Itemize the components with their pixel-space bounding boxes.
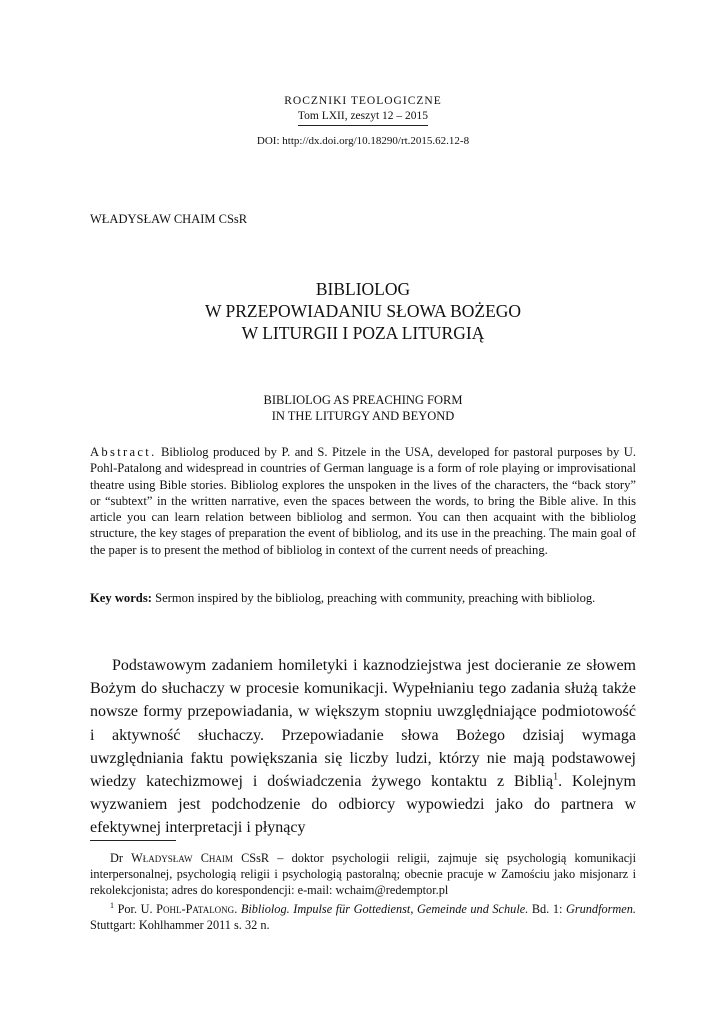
journal-header [0,94,726,149]
title-line-2: W PRZEPOWIADANIU SŁOWA BOŻEGO [204,301,522,321]
title-line-3: W LITURGII I POZA LITURGIĄ [241,323,485,343]
title-line-1: BIBLIOLOG [315,279,411,299]
abstract-label: Abstract. [90,445,157,459]
english-title [0,392,726,424]
footnote-1 [90,898,636,933]
footnotes [90,850,636,933]
doi-link[interactable]: DOI: http://dx.doi.org/10.18290/rt.2015.62.12-8 [256,135,470,147]
abstract-text: Bibliolog produced by P. and S. Pitzele in the USA, developed for pastoral purposes by U. Pohl-Patalong and widespread in countries of German language is a form of role playing or improvisational theatre using Bible stories. Bibliolog explores the unspoken in the lives of the characters, the “back story” or “subtext” in the written narrative, even the spaces between the words, to bring the Bible alive. In this article you can learn relation between bibliolog and sermon. You can then acquaint with the bibliolog structure, the key stages of preparation the event of bibliolog, and its use in the preaching. The main goal of the paper is to present the method of bibliolog in context of the current needs of preaching. [90,445,636,557]
issue-line: Tom LXII, zeszyt 12 – 2015 [298,109,428,126]
footnote-1-title: Bibliolog. Impulse für Gottedienst, Gemeinde und Schule. [240,902,529,917]
keywords-label: Key words: [90,591,152,605]
body-text-part-2: . Kolejnym wyzwaniem jest podchodzenie do odbiorcy wypowiedzi jako do partnera w efektywnej interpretacji i płynący [90,773,636,837]
author-footnote-name: Władysław Chaim [131,851,233,865]
author-footnote-text: CSsR – doktor psychologii religii, zajmuje się psychologią komunikacji interpersonalnej, psychologią religii i psychologią pastoralną; obecnie pracuje w Zamościu jako misjonarz i rekolekcjonista; adres do korespondencji: e-mail: wchaim@redemptor.pl [90,851,636,897]
body-paragraph [90,654,636,840]
body-text-part-1: Podstawowym zadaniem homiletyki i kaznodziejstwa jest docieranie ze słowem Bożym do słuchaczy w procesie komunikacji. Wypełnianiu tego zadania służą także nowsze formy przepowiadania, w większym stopniu uwzględniające podmiotowość i aktywność słuchaczy. Przepowiadanie słowa Bożego dzisiaj wymaga uwzględniania faktu powiększania się liczby ludzi, którzy nie mają podstawowej wiedzy katechizmowej i doświadczenia żywego kontaktu z Biblią [90,657,636,791]
footnote-1-number: 1 [110,901,114,910]
journal-name: ROCZNIKI TEOLOGICZNE [284,95,442,107]
author-footnote [90,850,636,898]
author-footnote-prefix: Dr [110,851,132,865]
footnote-1-author: Pohl-Patalong [156,902,235,917]
footnote-1-rest: Stuttgart: Kohlhammer 2011 s. 32 n. [90,918,270,933]
keywords-text: Sermon inspired by the bibliolog, preaching with community, preaching with bibliolog. [151,591,596,605]
footnote-1-sep: . [234,902,241,917]
footnote-1-mid: Bd. 1: [528,902,566,917]
footnote-1-subtitle: Grundformen. [565,902,636,917]
author-name: WŁADYSŁAW CHAIM CSsR [90,212,248,226]
keywords [90,590,636,606]
english-title-line-1: BIBLIOLOG AS PREACHING FORM [263,393,463,407]
abstract [90,444,636,558]
english-title-line-2: IN THE LITURGY AND BEYOND [271,409,455,423]
footnote-divider [90,840,176,841]
footnote-ref-1[interactable]: 1 [553,771,559,783]
article-title [0,278,726,344]
footnote-1-prefix: Por. U. [114,902,157,917]
